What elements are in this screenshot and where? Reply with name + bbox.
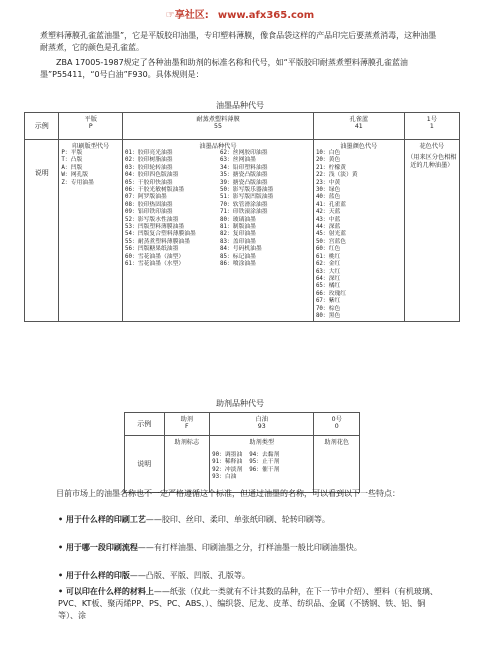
table2-example-variant — [314, 413, 360, 436]
plate-codes-list: P：平版 T：凸版 A：凹版 W：网孔版 Z：专用油墨 — [61, 150, 94, 186]
table2-additive-types — [210, 436, 314, 493]
bullet-process — [58, 514, 438, 526]
variant-code: 1 — [429, 123, 434, 130]
plate-type-name: 平版 — [84, 116, 97, 123]
plate-codes-header: 印刷版型代号 — [72, 143, 110, 150]
additive-types-header: 助剂类型 — [249, 439, 275, 446]
table1-example-kind — [123, 113, 314, 140]
bullet-stage-head: • 用于哪一段印刷流程 — [58, 543, 138, 552]
additive-code-table — [124, 412, 360, 493]
bullet-process-head: • 用于什么样的印刷工艺 — [58, 515, 146, 524]
page-header — [0, 6, 480, 21]
table1-example-variant — [404, 113, 459, 140]
kind-codes-header: 油墨品种代号 — [199, 143, 237, 150]
variant-name: 1号 — [426, 116, 437, 123]
table1-example-plate — [59, 113, 123, 140]
table2-description-row — [125, 436, 360, 493]
additive-code: F — [185, 423, 189, 430]
table1-description-row — [25, 140, 460, 322]
intro-paragraph-1: 煮塑料薄膜孔雀蓝油墨”，它是平版胶印油墨，专印塑料薄膜，像食品袋这样的产品印完后要蒸煮消毒，这种油墨耐蒸煮，它的颜色是孔雀蓝。 — [40, 31, 437, 52]
additive-types-list: 90：调墨油 94：去黏剂 91：稀释油 95：止干剂 92：冲淡剂 96：催干剂 93：白油 — [212, 452, 280, 481]
bullet-process-text: ——胶印、丝印、柔印、单张纸印刷、轮转印刷等。 — [145, 515, 330, 524]
table1-title: 油墨品种代号 — [216, 101, 264, 110]
bullet-plate-head: • 用于什么样的印版 — [58, 571, 130, 580]
table2-additive-mark: 助剂标志 — [164, 436, 210, 493]
plate-type-code: P — [88, 123, 93, 130]
table1-description-label: 说明 — [25, 140, 59, 322]
kind-codes-list-b: 62：丝网胶印油墨 63：丝网油墨 34：铅印塑料油墨 35：搪瓷凸版油墨 39：搪瓷凸版油墨 50：影写版乐器油墨 51：影写版凹版油墨 70：软管滑涂油墨 71：印铁滚涂油墨 80：玻璃油墨 81：制版油墨 82：复印油墨 83：盖印油墨 84：号码机油墨 85：标记油墨 86：喷涂油墨 — [220, 150, 274, 268]
bullet-material-head: • 可以印在什么样的材料上 — [58, 587, 154, 596]
ink-color-code: 41 — [354, 123, 363, 130]
site-url[interactable]: www.afx365.com — [217, 10, 315, 21]
bullet-plate-text: ——凸版、平版、凹版、孔版等。 — [129, 571, 250, 580]
table2-example-type — [210, 413, 314, 436]
color-codes-list: 10：白色 20：黄色 21：柠檬黄 22：浅（淡）黄 23：中黄 30：绿色 40：蓝色 41：孔雀蓝 42：天蓝 43：中蓝 44：深蓝 45：射光蓝 50：宫蓝色 60：红色 61：桃红 62：金红 63：大红 64：深红 65：橘红 66：玫瑰红 67：紫红 70：棕色 80：黑色 — [315, 150, 358, 319]
bullet-stage — [58, 542, 438, 554]
table1-kind-codes — [123, 140, 314, 322]
ink-code-table — [24, 112, 460, 322]
table1-plate-codes — [59, 140, 123, 322]
table2-example-additive — [164, 413, 210, 436]
table1-example-label: 示例 — [25, 113, 59, 140]
bullet-material-text: ——纸张（仅此一类就有不计其数的品种，在下一节中介绍）、塑料（有机玻璃、PVC、KT板、聚丙烯PP、PS、PC、ABS、）、编织袋、尼龙、皮革、纺织品、金属（不锈钢、铁、铝、铜等）、涂 — [58, 587, 438, 620]
table2-example-label: 示例 — [125, 413, 165, 436]
bullet-material — [58, 586, 438, 622]
bullet-plate — [58, 570, 438, 582]
table2-additive-variant: 助剂花色 — [314, 436, 360, 493]
kind-codes-list-a: 01：胶印亮光油墨 02：胶印树脂油墨 03：胶印轮转油墨 04：胶印四色版油墨 05：干胶印快油墨 06：干胶光敏树版油墨 07：阿罗版油墨 08：胶印热固油墨 09：铝印铁印油墨 52：影写版水性油墨 53：凹版塑料薄膜油墨 54：凹版复合塑料薄膜油墨 55：耐蒸煮塑料薄膜油墨 56：凹版糖果纸油墨 60：雪花油墨（油型） 61：雪花油墨（水型） — [125, 150, 196, 268]
additive-type-code: 93 — [257, 423, 266, 430]
table2-description-label: 说明 — [125, 436, 165, 493]
table1-example-row — [25, 113, 460, 140]
site-logo: ☞享社区: — [165, 10, 209, 21]
ink-color-name: 孔雀蓝 — [349, 116, 369, 123]
table1-example-color — [313, 113, 404, 140]
table2-example-row — [125, 413, 360, 436]
body-lead: 目前市场上的油墨名称也不一定严格遵循这个标准，但通过油墨的名称，可以看到以下一些特点： — [56, 489, 400, 498]
additive-type-name: 白油 — [255, 416, 268, 423]
ink-kind-name: 耐蒸煮塑料薄膜 — [196, 116, 240, 123]
table2-title: 助剂品种代号 — [216, 399, 264, 408]
table1-color-codes — [313, 140, 404, 322]
table1-variant-codes — [404, 140, 459, 322]
ink-kind-code: 55 — [214, 123, 222, 130]
intro-paragraph-2: ZBA 17005-1987规定了各种油墨和助剂的标准名称和代号，如“平版胶印耐蒸煮塑料薄膜孔雀蓝油墨”P55411，“0号白油”F930。具体规则是： — [40, 58, 408, 79]
additive-name: 助剂 — [180, 416, 193, 423]
variant-codes-note: （用来区分色相相近的几种油墨） — [407, 154, 457, 169]
variant-codes-header: 花色代号 — [419, 143, 445, 150]
color-codes-header: 油墨颜色代号 — [340, 143, 378, 150]
additive-variant-code: 0 — [334, 423, 339, 430]
bullet-stage-text: ——有打样油墨、印刷油墨之分，打样油墨一般比印刷油墨快。 — [137, 543, 362, 552]
additive-variant-name: 0号 — [331, 416, 342, 423]
